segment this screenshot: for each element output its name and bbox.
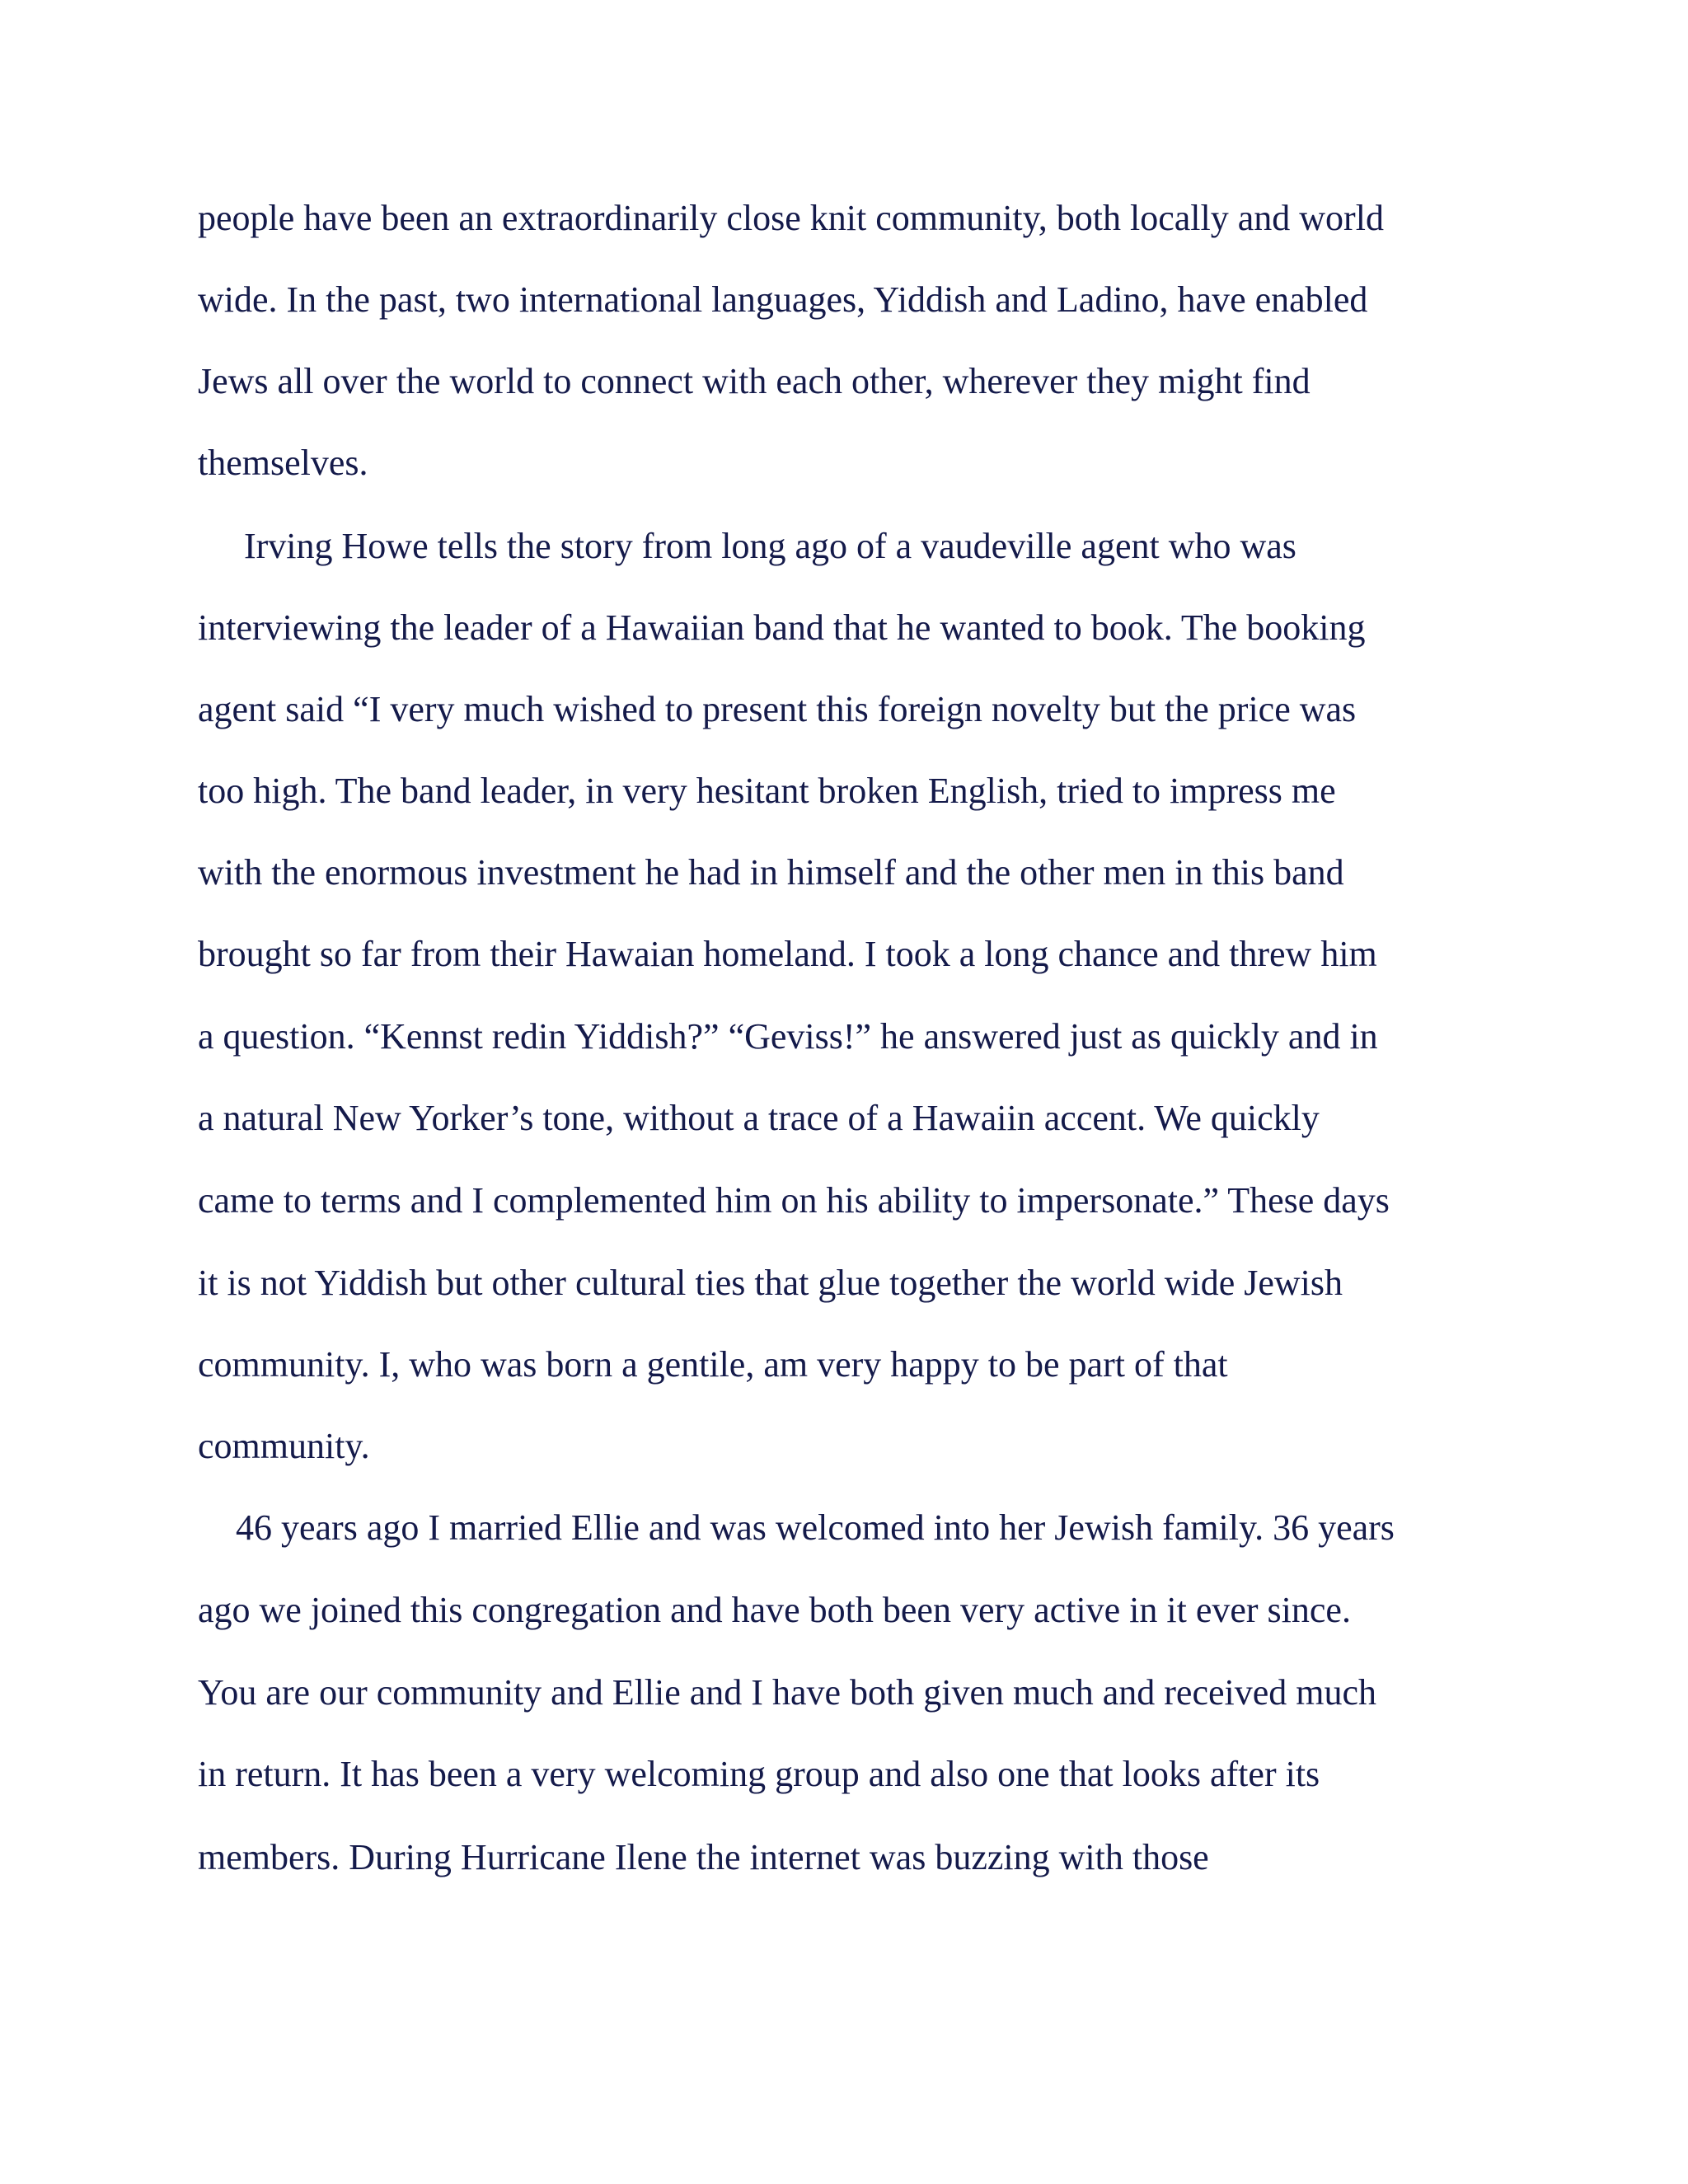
text-line: ago we joined this congregation and have both been very active in it ever since. [198,1590,1351,1630]
text-line: community. [198,1426,370,1466]
text-line: in return. It has been a very welcoming group and also one that looks after its [198,1754,1320,1794]
text-line: a question. “Kennst redin Yiddish?” “Geviss!” he answered just as quickly and in [198,1016,1378,1057]
text-line: a natural New Yorker’s tone, without a trace of a Hawaiin accent. We quickly [198,1098,1320,1138]
paragraph-first-line: Irving Howe tells the story from long ago of a vaudeville agent who was [244,526,1296,566]
text-line: with the enormous investment he had in himself and the other men in this band [198,852,1344,893]
text-line: came to terms and I complemented him on his ability to impersonate.” These days [198,1180,1390,1221]
text-line: too high. The band leader, in very hesitant broken English, tried to impress me [198,771,1336,811]
text-line: agent said “I very much wished to present this foreign novelty but the price was [198,689,1357,729]
text-line: brought so far from their Hawaian homeland. I took a long chance and threw him [198,934,1377,974]
text-line: Jews all over the world to connect with each other, wherever they might find [198,361,1311,401]
text-line: interviewing the leader of a Hawaiian band that he wanted to book. The booking [198,607,1366,648]
text-line: people have been an extraordinarily close knit community, both locally and world [198,198,1384,238]
text-line: members. During Hurricane Ilene the internet was buzzing with those [198,1837,1209,1877]
text-line: community. I, who was born a gentile, am very happy to be part of that [198,1344,1228,1385]
paragraph-first-line: 46 years ago I married Ellie and was welcomed into her Jewish family. 36 years [236,1507,1395,1548]
text-line: themselves. [198,443,368,483]
text-line: You are our community and Ellie and I have both given much and received much [198,1672,1377,1713]
text-line: wide. In the past, two international languages, Yiddish and Ladino, have enabled [198,279,1368,320]
text-line: it is not Yiddish but other cultural ties that glue together the world wide Jewish [198,1263,1343,1303]
